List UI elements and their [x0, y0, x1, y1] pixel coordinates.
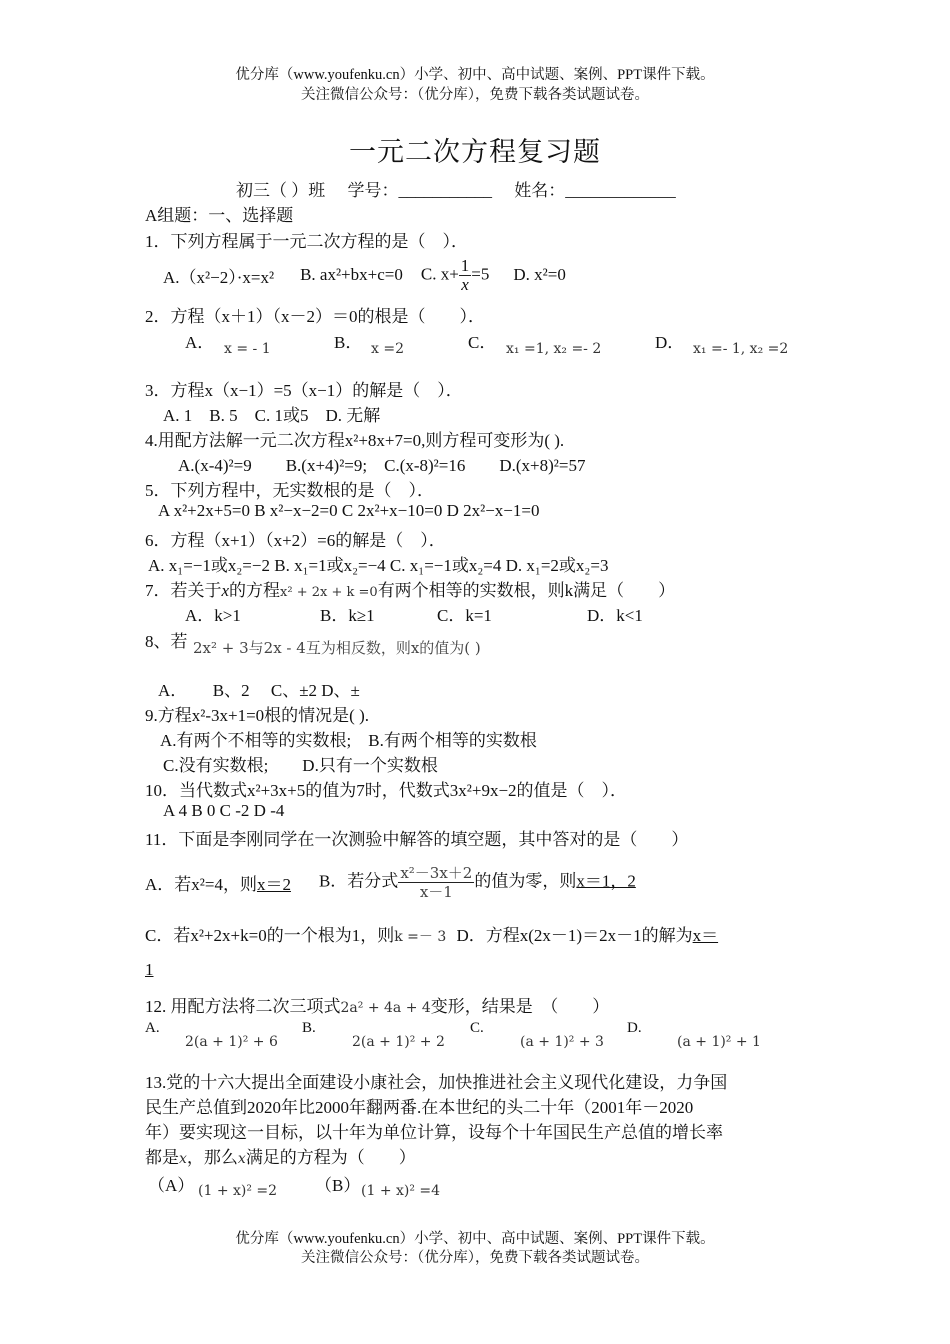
q6-options: A. x₁=−1或x₂=−2 B. x₁=1或x₂=−4 C. x₁=−1或x₂=4 D. x₁=2或x₂=3 [148, 556, 609, 575]
q4-stem: 4.用配方法解一元二次方程x²+8x+7=0,则方程可变形为( ). [145, 431, 565, 450]
q1-option-d: D. x²=0 [513, 265, 566, 284]
q12-stem-math: 2a² + 4a + 4 [340, 1000, 431, 1016]
q11-option-b-answer: x＝1，2 [576, 870, 636, 890]
q13-option-b-math: (1 + x)² =4 [361, 1183, 441, 1199]
q12-option-d-label: D. [627, 1020, 642, 1036]
q11-option-d-answer-cont: 1 [145, 960, 154, 979]
q5-stem: 5．下列方程中，无实数根的是（ ）． [145, 481, 434, 500]
q2-option-a-label: A． [185, 333, 215, 352]
q2-option-c-math: x₁ =1, x₂ =- 2 [506, 341, 602, 357]
q12-option-a-math: 2(a + 1)² + 6 [185, 1034, 278, 1050]
q3-options: A. 1 B. 5 C. 1或5 D. 无解 [163, 406, 381, 425]
q2-option-b-label: B． [334, 333, 363, 352]
q2-stem: 2．方程（x＋1）（x－2）＝0的根是（ ）． [145, 307, 485, 326]
q1-stem: 1．下列方程属于一元二次方程的是（ ）． [145, 232, 468, 251]
student-number-label: 学号： [347, 181, 399, 200]
q12-option-a-label: A. [145, 1020, 160, 1036]
q12-option-b-math: 2(a + 1)² + 2 [352, 1034, 445, 1050]
q2-option-a-math: x = - 1 [224, 341, 271, 357]
q11-option-d: D．方程x(2x－1)＝2x－1的解为x＝ [456, 926, 719, 945]
q2-option-d-label: D． [655, 333, 685, 352]
q13-line-4: 都是x，那么x满足的方程为（ ） [145, 1148, 416, 1167]
footer-line-1: 优分库（www.youfenku.cn）小学、初中、高中试题、案例、PPT课件下载。 [235, 1231, 715, 1247]
header-line-1: 优分库（www.youfenku.cn）小学、初中、高中试题、案例、PPT课件下载。 [235, 67, 715, 83]
section-heading: A组题：一、选择题 [145, 206, 294, 225]
student-number-blank[interactable]: ___________ [398, 181, 492, 200]
q8-stem-prefix: 8、若 [145, 632, 188, 651]
q11-line-ab [145, 860, 636, 904]
q1-option-c: C. x+ $\frac{1}{x}$ =5 [420, 255, 490, 294]
q13-option-a-label: （A） [148, 1176, 195, 1195]
q8-stem-math: 2x² + 3与2x - 4互为相反数，则x的值为( ) [193, 639, 481, 657]
q13-line-1: 13.党的十六大提出全面建设小康社会，加快推进社会主义现代化建设，力争国 [145, 1073, 728, 1092]
q12-option-d-math: (a + 1)² + 1 [677, 1034, 761, 1050]
header-line-2: 关注微信公众号：（优分库），免费下载各类试题试卷。 [301, 87, 649, 103]
q7-option-d: D．k<1 [587, 606, 643, 625]
q7-option-c: C．k=1 [437, 606, 492, 625]
q11-fraction: $\frac{\text{x²－3x＋2}}{x-1}$ [400, 863, 473, 901]
q13-option-a-math: (1 + x)² =2 [198, 1183, 278, 1199]
q9-stem: 9.方程x²-3x+1=0根的情况是( ). [145, 706, 370, 725]
q1-fraction: $\frac{1}{x}$ [460, 255, 470, 294]
q2-option-c-label: C． [468, 333, 497, 352]
q11-option-b: B．若分式 $\frac{\text{x²－3x＋2}}{x-1}$ 的值为零，则x＝1，2 [318, 863, 636, 901]
page-title: 一元二次方程复习题 [349, 137, 601, 167]
q13-option-b-label: （B） [315, 1176, 361, 1195]
q11-option-c-math: k =－ 3 [394, 929, 447, 945]
q9-options-line-1: A.有两个不相等的实数根; B.有两个相等的实数根 [160, 731, 537, 750]
q2-option-d-math: x₁ =- 1, x₂ =2 [693, 341, 789, 357]
q11-stem: 11．下面是李刚同学在一次测验中解答的填空题，其中答对的是（ ） [145, 830, 689, 849]
q5-options: A x²+2x+5=0 B x²−x−2=0 C 2x²+x−10=0 D 2x²−x−1=0 [158, 501, 540, 520]
student-name-label: 姓名： [514, 181, 566, 200]
q11-option-a: A．若x²=4，则x＝2 [145, 874, 291, 894]
q1-option-a: A.（x²−2）·x=x² [163, 267, 275, 287]
q11-option-d-answer: x＝ [692, 926, 719, 945]
q12-option-c-math: (a + 1)² + 3 [520, 1034, 604, 1050]
q1-options [163, 252, 566, 298]
q11-option-c: C．若x²+2x+k=0的一个根为1，则k =－ 3 [145, 926, 447, 945]
class-label: 初三（ ）班 [236, 181, 326, 200]
q12-stem: 12. 用配方法将二次三项式2a² + 4a + 4变形，结果是 （ ） [145, 997, 610, 1016]
q9-options-line-2: C.没有实数根; D.只有一个实数根 [163, 756, 438, 775]
q1-option-b: B. ax²+bx+c=0 [300, 265, 403, 284]
q10-stem: 10．当代数式x²+3x+5的值为7时，代数式3x²+9x−2的值是（ ）． [145, 781, 628, 800]
q4-options: A.(x-4)²=9 B.(x+4)²=9; C.(x-8)²=16 D.(x+8)²=57 [178, 456, 586, 475]
q11-option-a-answer: x＝2 [256, 874, 291, 894]
q12-option-c-label: C. [470, 1020, 484, 1036]
q3-stem: 3．方程x（x−1）=5（x−1）的解是（ ）． [145, 381, 463, 400]
student-name-blank[interactable]: _____________ [565, 181, 676, 200]
q7-stem: 7．若关于x的方程x² + 2x + k =0有两个相等的实数根，则k满足（ ） [145, 581, 676, 600]
q13-line-2: 民生产总值到2020年比2000年翻两番.在本世纪的头二十年（2001年－2020 [145, 1098, 694, 1117]
q7-equation: x² + 2x + k =0 [280, 585, 378, 600]
q6-stem: 6．方程（x+1）（x+2）=6的解是（ ）． [145, 531, 446, 550]
q7-option-a: A．k>1 [185, 606, 241, 625]
student-info-line [236, 176, 676, 201]
q10-options: A 4 B 0 C -2 D -4 [163, 801, 285, 820]
q12-option-b-label: B. [302, 1020, 316, 1036]
q11-line-cd [145, 921, 718, 946]
footer-line-2: 关注微信公众号：（优分库），免费下载各类试题试卷。 [301, 1250, 649, 1266]
q7-option-b: B．k≥1 [320, 606, 375, 625]
q13-line-3: 年）要实现这一目标，以十年为单位计算，设每个十年国民生产总值的增长率 [145, 1123, 723, 1142]
q2-option-b-math: x =2 [371, 341, 404, 357]
q8-options: A． B、2 C、±2 D、± [158, 681, 360, 700]
